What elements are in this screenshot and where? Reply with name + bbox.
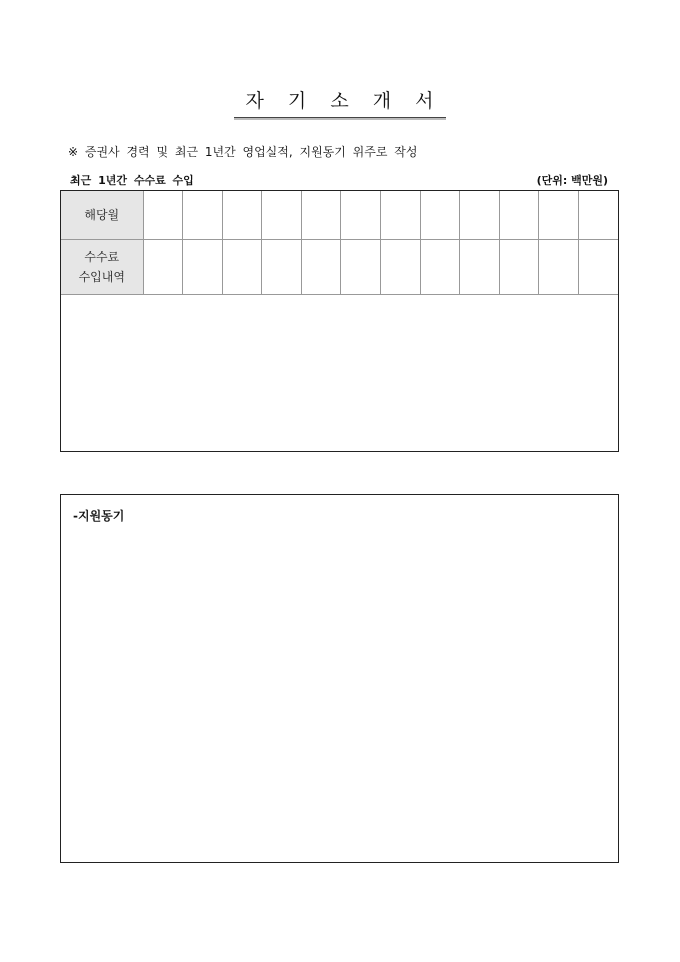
month-cell[interactable] xyxy=(143,191,183,240)
month-cell[interactable] xyxy=(460,191,500,240)
month-cell[interactable] xyxy=(183,191,223,240)
amount-cell[interactable] xyxy=(499,240,539,295)
amount-cell[interactable] xyxy=(301,240,341,295)
commission-section xyxy=(60,190,619,452)
month-cell[interactable] xyxy=(262,191,302,240)
commission-row xyxy=(61,240,618,295)
amount-cell[interactable] xyxy=(183,240,223,295)
month-cell[interactable] xyxy=(420,191,460,240)
commission-header-line2: 수입내역 xyxy=(78,270,125,284)
amount-cell[interactable] xyxy=(578,240,618,295)
month-cell[interactable] xyxy=(539,191,579,240)
career-description-area[interactable] xyxy=(61,295,618,451)
motivation-section[interactable] xyxy=(60,494,619,863)
month-row xyxy=(61,191,618,240)
table-caption: 최근 1년간 수수료 수입 xyxy=(70,174,194,187)
motivation-label: -지원동기 xyxy=(73,509,125,523)
month-cell[interactable] xyxy=(341,191,381,240)
amount-cell[interactable] xyxy=(222,240,262,295)
commission-header-line1: 수수료 xyxy=(84,250,120,264)
amount-cell[interactable] xyxy=(539,240,579,295)
amount-cell[interactable] xyxy=(262,240,302,295)
month-cell[interactable] xyxy=(499,191,539,240)
month-cell[interactable] xyxy=(301,191,341,240)
amount-cell[interactable] xyxy=(341,240,381,295)
unit-label: (단위: 백만원) xyxy=(536,174,608,187)
amount-cell[interactable] xyxy=(420,240,460,295)
month-header: 해당월 xyxy=(61,191,143,240)
month-cell[interactable] xyxy=(380,191,420,240)
commission-table xyxy=(61,191,618,295)
amount-cell[interactable] xyxy=(143,240,183,295)
commission-header xyxy=(61,240,143,295)
amount-cell[interactable] xyxy=(380,240,420,295)
month-cell[interactable] xyxy=(578,191,618,240)
instruction-note: ※ 증권사 경력 및 최근 1년간 영업실적, 지원동기 위주로 작성 xyxy=(68,145,418,159)
document-title-wrap xyxy=(0,86,680,118)
month-cell[interactable] xyxy=(222,191,262,240)
amount-cell[interactable] xyxy=(460,240,500,295)
document-title: 자 기 소 개 서 xyxy=(234,86,447,118)
